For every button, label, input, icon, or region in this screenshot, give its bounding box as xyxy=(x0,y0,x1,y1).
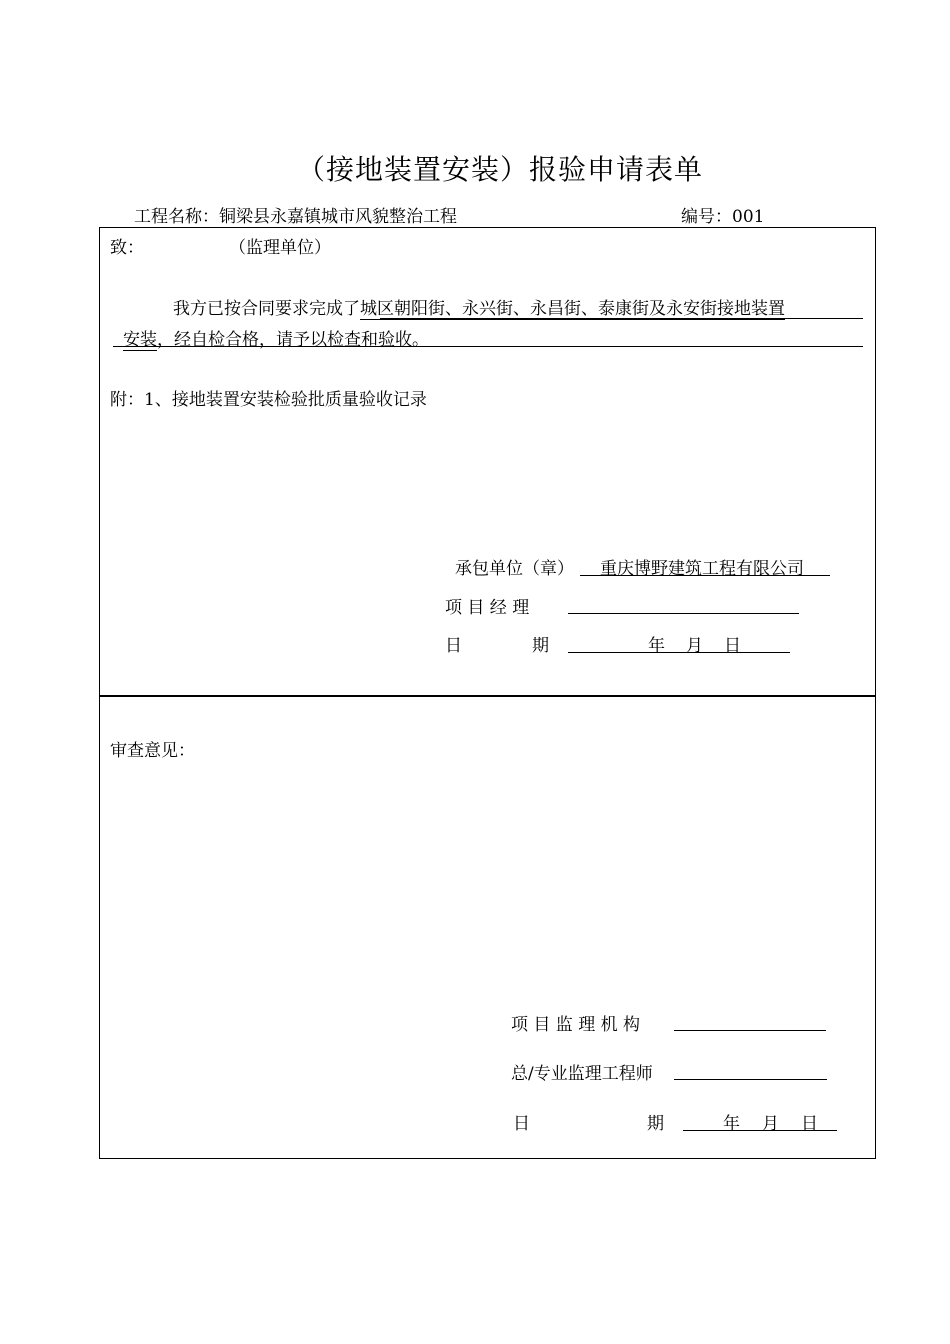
work-underline-1 xyxy=(380,318,863,319)
form-number: 001 xyxy=(732,207,765,227)
review-section xyxy=(99,695,876,1159)
manager-label: 项 目 经 理 xyxy=(445,598,530,618)
form-title: （接地装置安装）报验申请表单 xyxy=(296,153,703,186)
manager-signature-line xyxy=(568,613,799,614)
project-label: 工程名称： xyxy=(134,207,219,227)
engineer-signature-line xyxy=(674,1079,827,1080)
contractor-label: 承包单位（章） xyxy=(455,559,574,579)
review-date-day: 日 xyxy=(801,1114,818,1134)
review-date-label-1: 日 xyxy=(513,1114,530,1134)
work-description-1: 城区朝阳街、永兴街、永昌街、泰康街及永安街接地装置 xyxy=(360,299,785,319)
project-name-row xyxy=(134,202,457,227)
review-date-month: 月 xyxy=(762,1114,779,1134)
work-underline-2 xyxy=(113,346,863,347)
review-date-underline xyxy=(683,1130,837,1131)
body-prefix: 我方已按合同要求完成了 xyxy=(173,299,360,319)
date-label-2: 期 xyxy=(532,636,549,656)
number-label: 编号： xyxy=(681,207,732,227)
review-date-year: 年 xyxy=(723,1114,740,1134)
supervisor-unit: （监理单位） xyxy=(229,238,331,258)
review-date-label-2: 期 xyxy=(647,1114,664,1134)
supervision-org-label: 项 目 监 理 机 构 xyxy=(511,1015,641,1035)
date-label-1: 日 xyxy=(445,636,462,656)
supervision-org-line xyxy=(674,1030,826,1031)
body-line-1 xyxy=(173,294,785,319)
engineer-label: 总/专业监理工程师 xyxy=(511,1064,653,1084)
to-label: 致： xyxy=(110,238,144,258)
date-underline-1 xyxy=(568,652,790,653)
project-name: 铜梁县永嘉镇城市风貌整治工程 xyxy=(219,207,457,227)
review-label: 审查意见： xyxy=(110,741,195,761)
contractor-name: 重庆博野建筑工程有限公司 xyxy=(600,559,804,579)
form-number-row xyxy=(681,202,764,227)
date-year: 年 xyxy=(648,636,665,656)
date-month: 月 xyxy=(686,636,703,656)
work-description-2: 安装 xyxy=(123,330,157,350)
attachment: 附：1、接地装置安装检验批质量验收记录 xyxy=(110,390,427,410)
body-suffix: ，经自检合格，请予以检查和验收。 xyxy=(157,330,429,350)
contractor-underline xyxy=(580,575,830,576)
date-day: 日 xyxy=(724,636,741,656)
